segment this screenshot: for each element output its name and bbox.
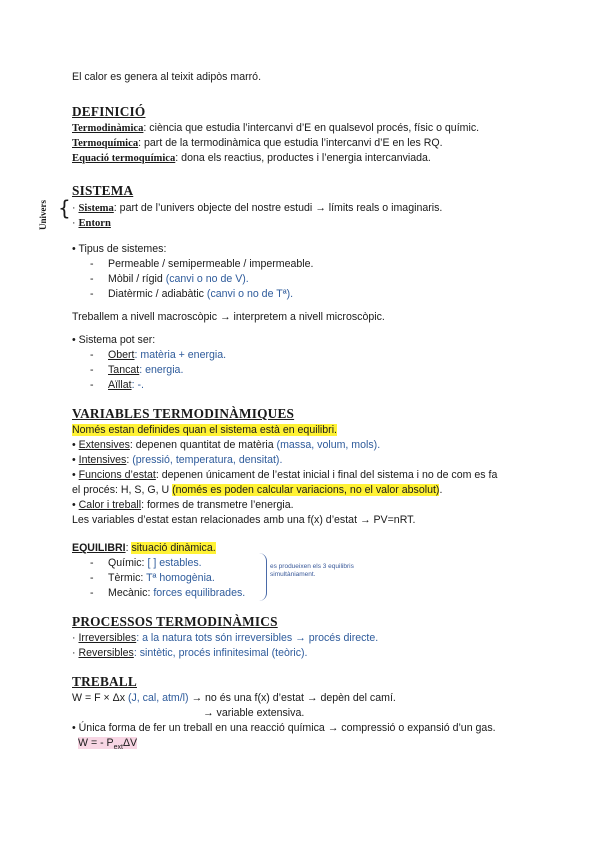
univers-brace: {	[58, 196, 71, 220]
var-calor: • Calor i treball: formes de transmetre l’energia.	[72, 499, 294, 511]
tipus-item: - Mòbil / rígid (canvi o no de V).	[90, 273, 249, 285]
def-termoquimica: Termoquímica: part de la termodinàmica que estudia l’intercanvi d’E en les RQ.	[72, 137, 443, 149]
pot-ser-title: • Sistema pot ser:	[72, 334, 156, 346]
treball-line1: W = F × Δx (J, cal, atm/l) → no és una f(x) d’estat → depèn del camí.	[72, 692, 396, 704]
heading-definicio: DEFINICIÓ	[72, 104, 146, 119]
entorn-def: · Entorn	[72, 217, 111, 229]
tipus-item: - Diatèrmic / adiabàtic (canvi o no de Tª).	[90, 288, 294, 300]
tipus-title: • Tipus de sistemes:	[72, 243, 167, 255]
def-equacio: Equació termoquímica: dona els reactius, productes i l’energia intercanviada.	[72, 152, 431, 164]
intro-text: El calor es genera al teixit adipòs marró.	[72, 71, 262, 83]
equilibri-item: - Mecànic: forces equilibrades.	[90, 587, 246, 599]
equilibri-note: es produeixen els 3 equilibris simultàniament.	[270, 563, 354, 578]
heading-processos: PROCESSOS TERMODINÀMICS	[72, 614, 278, 629]
treball-line3: • Única forma de fer un treball en una reacció química → compressió o expansió d’un gas.	[72, 722, 496, 734]
var-funcions: • Funcions d’estat: depenen únicament de l’estat inicial i final del sistema i no de com es fa	[72, 469, 498, 481]
heading-treball: TREBALL	[72, 674, 137, 689]
document-page	[72, 70, 542, 755]
var-funcions-cont: el procés: H, S, G, U (només es poden calcular variacions, no el valor absolut).	[72, 484, 443, 496]
treballem-text: Treballem a nivell macroscòpic → interpretem a nivell microscòpic.	[72, 311, 385, 323]
pot-ser-item: - Tancat: energia.	[90, 364, 184, 376]
var-relacio: Les variables d’estat estan relacionades amb una f(x) d’estat → PV=nRT.	[72, 514, 416, 526]
equilibri-item: - Químic: [ ] estables.	[90, 557, 202, 569]
heading-sistema: SISTEMA	[72, 183, 134, 198]
pot-ser-item: - Aïllat: -.	[90, 379, 144, 391]
proces-reversibles: · Reversibles: sintètic, procés infinitesimal (teòric).	[72, 647, 308, 659]
tipus-item: - Permeable / semipermeable / impermeable.	[90, 258, 314, 270]
equilibri-block	[72, 541, 542, 601]
var-extensives: • Extensives: depenen quantitat de matèria (massa, volum, mols).	[72, 439, 381, 451]
equilibri-item: - Tèrmic: Tª homogènia.	[90, 572, 215, 584]
sistema-def: · Sistema: part de l’univers objecte del nostre estudi → límits reals o imaginaris.	[72, 202, 443, 214]
equilibri-brace	[256, 553, 267, 601]
def-termodinamica: Termodinàmica: ciència que estudia l’intercanvi d’E en qualsevol procés, físic o químic.	[72, 122, 480, 134]
proces-irreversibles: · Irreversibles: a la natura tots són irreversibles → procés directe.	[72, 632, 379, 644]
equilibri-title: EQUILIBRI: situació dinàmica.	[72, 542, 216, 554]
variables-highlight: Només estan definides quan el sistema està en equilibri.	[72, 424, 337, 436]
univers-side-label: Univers	[38, 200, 48, 230]
treball-formula: W = - $P_{ext}\Delta V$	[78, 737, 138, 752]
var-intensives: • Intensives: (pressió, temperatura, densitat).	[72, 454, 283, 466]
treball-line2: → variable extensiva.	[203, 707, 305, 719]
heading-variables: VARIABLES TERMODINÀMIQUES	[72, 406, 295, 421]
pot-ser-item: - Obert: matèria + energia.	[90, 349, 227, 361]
